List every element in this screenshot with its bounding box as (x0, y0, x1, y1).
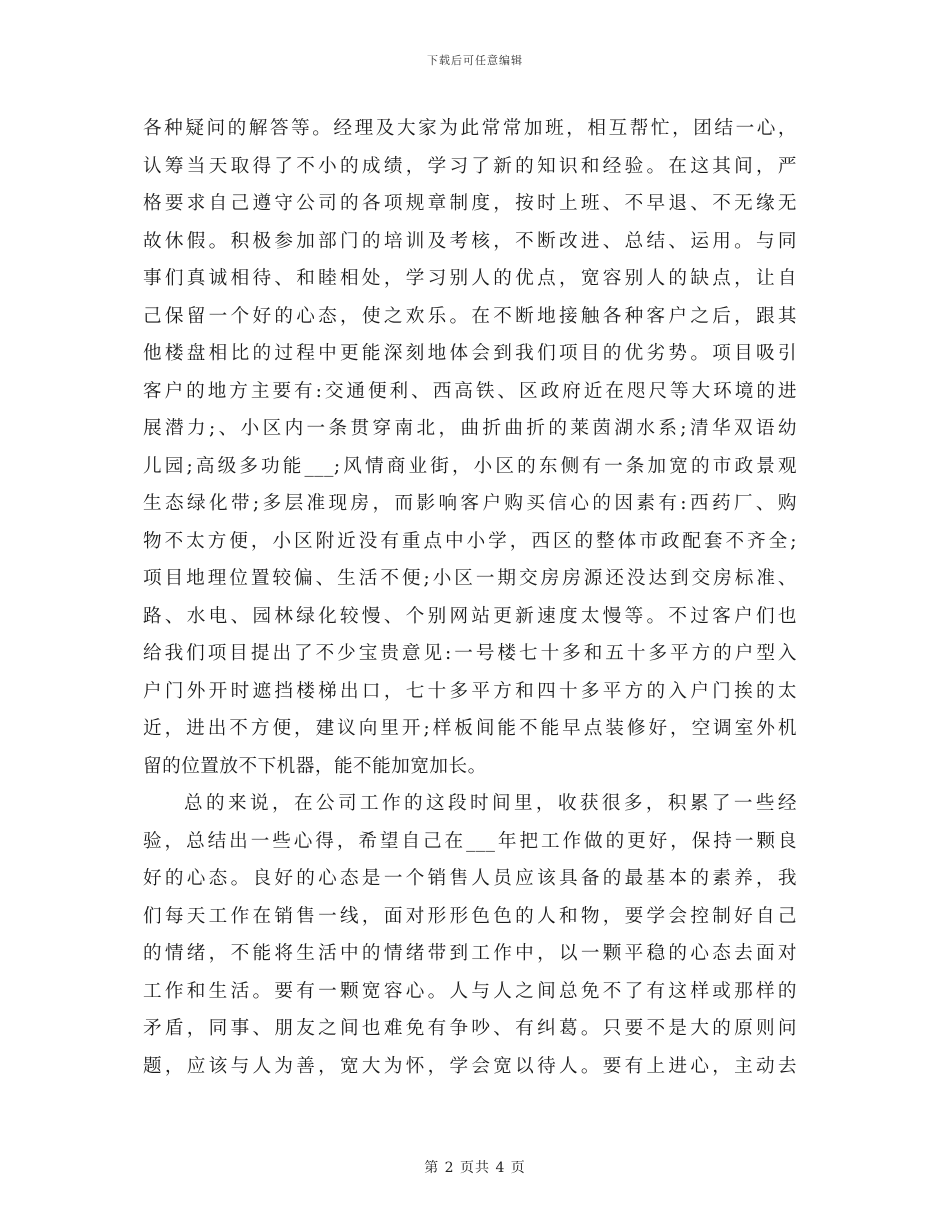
text-line: 们每天工作在销售一线，面对形形色色的人和物，要学会控制好自己 (143, 905, 797, 927)
text-line: 格要求自己遵守公司的各项规章制度，按时上班、不早退、不无缘无 (143, 193, 797, 214)
text-line: 项目地理位置较偏、生活不便;小区一期交房房源还没达到交房标准、 (143, 568, 797, 589)
text-line: 的情绪，不能将生活中的情绪带到工作中，以一颗平稳的心态去面对 (143, 943, 797, 964)
text-line: 题，应该与人为善，宽大为怀，学会宽以待人。要有上进心，主动去 (143, 1055, 797, 1077)
text-line: 展潜力;、小区内一条贯穿南北，曲折曲折的莱茵湖水系;清华双语幼 (143, 418, 797, 439)
text-line: 路、水电、园林绿化较慢、个别网站更新速度太慢等。不过客户们也 (143, 605, 797, 627)
text-line: 物不太方便，小区附近没有重点中小学，西区的整体市政配套不齐全; (143, 530, 797, 552)
text-line: 客户的地方主要有:交通便利、西高铁、区政府近在咫尺等大环境的进 (143, 380, 797, 402)
text-line: 好的心态。良好的心态是一个销售人员应该具备的最基本的素养，我 (143, 868, 797, 889)
text-line: 故休假。积极参加部门的培训及考核，不断改进、总结、运用。与同 (143, 230, 797, 252)
text-line: 儿园;高级多功能___;风情商业街，小区的东侧有一条加宽的市政景观 (143, 455, 797, 477)
text-line: 己保留一个好的心态，使之欢乐。在不断地接触各种客户之后，跟其 (143, 305, 797, 327)
paragraph-2 (143, 785, 797, 1085)
text-line: 留的位置放不下机器，能不能加宽加长。 (143, 755, 487, 777)
text-line: 工作和生活。要有一颗宽容心。人与人之间总免不了有这样或那样的 (143, 980, 797, 1002)
page-number-footer: 第 2 页共 4 页 (424, 1160, 526, 1176)
text-line: 总的来说，在公司工作的这段时间里，收获很多，积累了一些经 (184, 793, 797, 814)
text-line: 他楼盘相比的过程中更能深刻地体会到我们项目的优劣势。项目吸引 (143, 343, 797, 364)
text-line: 验，总结出一些心得，希望自己在___年把工作做的更好，保持一颗良 (143, 830, 797, 852)
text-line: 近，进出不方便，建议向里开;样板间能不能早点装修好，空调室外机 (143, 718, 797, 739)
text-line: 认筹当天取得了不小的成绩，学习了新的知识和经验。在这其间，严 (143, 155, 797, 177)
text-line: 户门外开时遮挡楼梯出口，七十多平方和四十多平方的入户门挨的太 (143, 680, 797, 702)
document-body (143, 110, 797, 1085)
text-line: 生态绿化带;多层准现房，而影响客户购买信心的因素有:西药厂、购 (143, 493, 797, 514)
text-line: 事们真诚相待、和睦相处，学习别人的优点，宽容别人的缺点，让自 (143, 268, 797, 289)
paragraph-1 (143, 110, 797, 785)
text-line: 各种疑问的解答等。经理及大家为此常常加班，相互帮忙，团结一心， (143, 118, 797, 139)
text-line: 给我们项目提出了不少宝贵意见:一号楼七十多和五十多平方的户型入 (143, 643, 797, 664)
page-header: 下载后可任意编辑 (427, 54, 523, 67)
text-line: 矛盾，同事、朋友之间也难免有争吵、有纠葛。只要不是大的原则问 (143, 1018, 797, 1039)
